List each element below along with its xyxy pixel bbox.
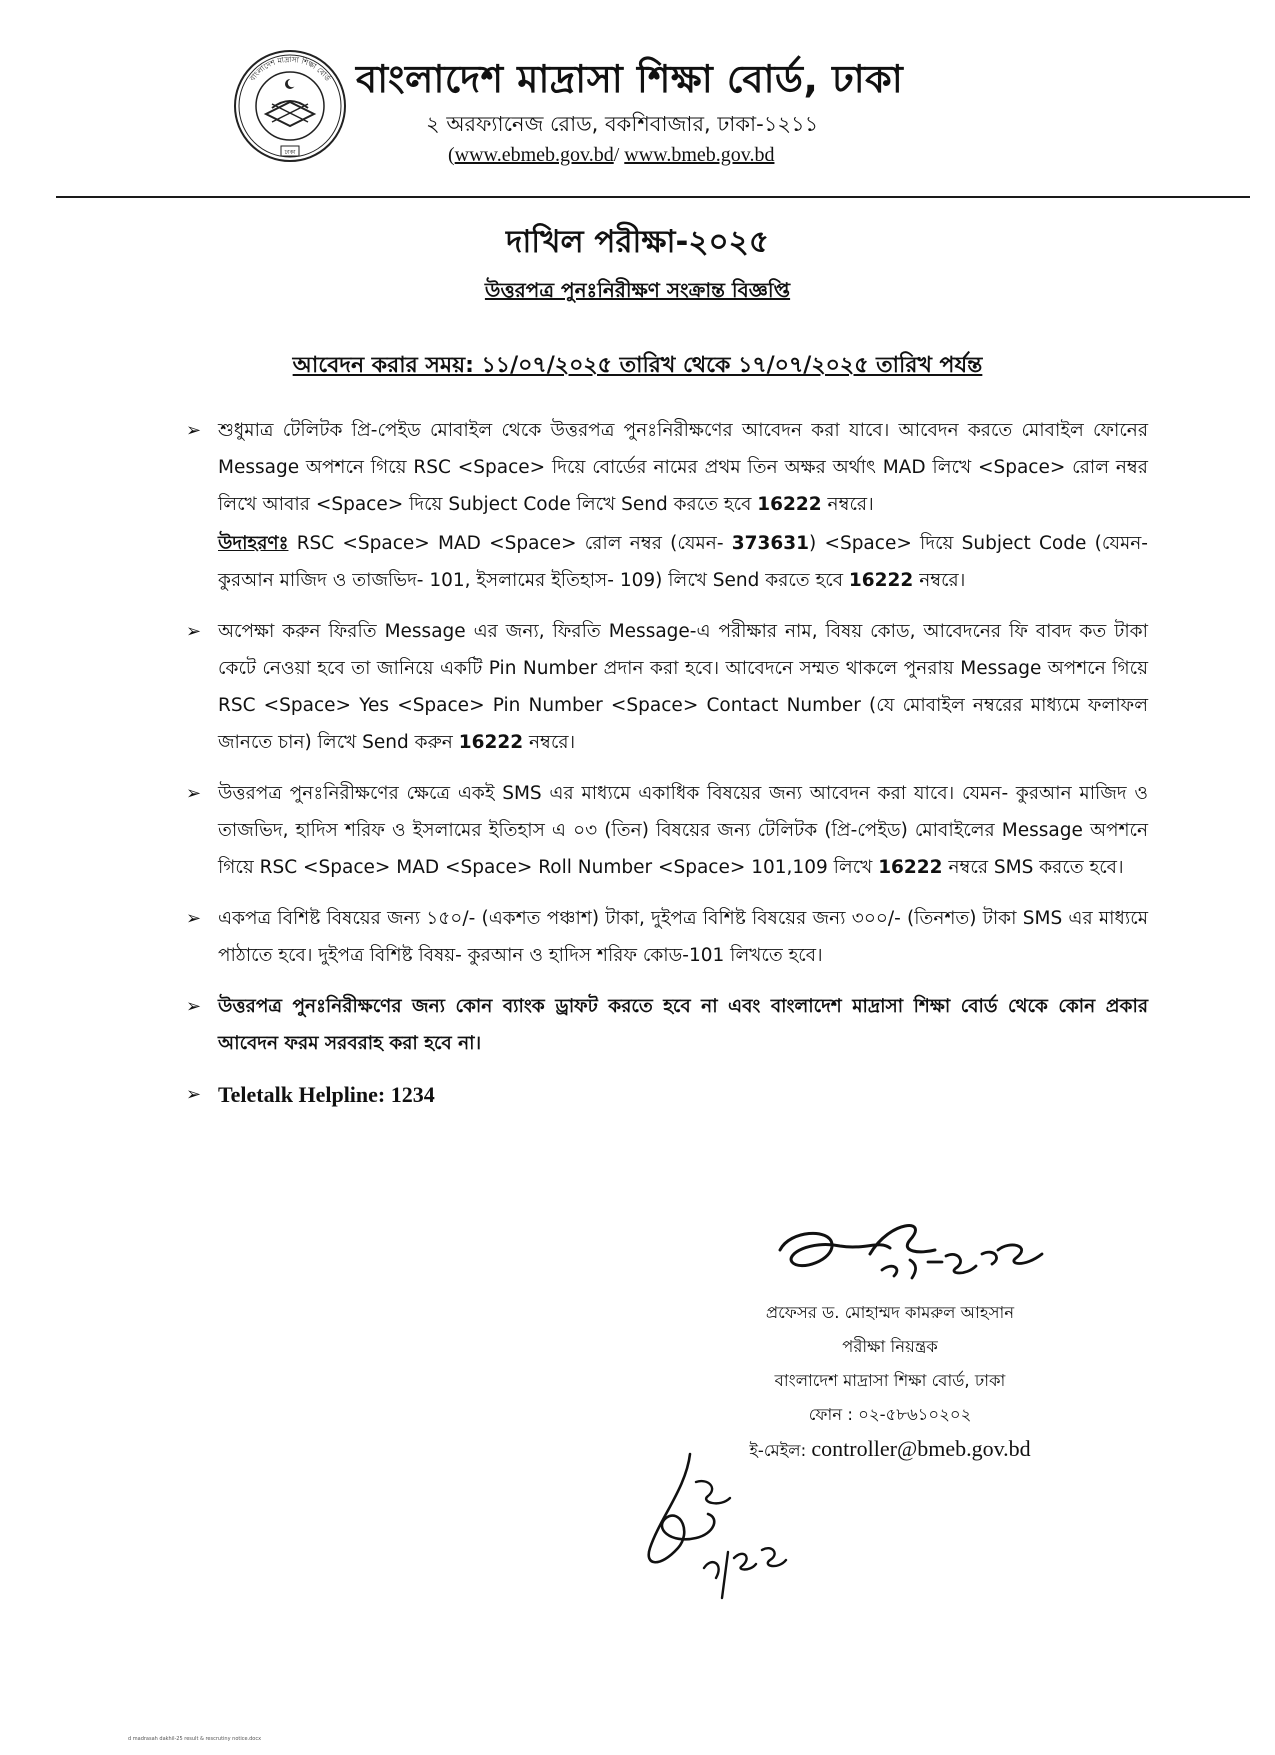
instruction-3-text: উত্তরপত্র পুনঃনিরীক্ষণের ক্ষেত্রে একই SMS এর মাধ্যমে একাধিক বিষয়ের জন্য আবেদন করা যাবে। যেমন- কুরআন মাজিদ ও তাজভিদ, হাদিস শরিফ ও ইসলামের ইতিহাস এ ০৩ (তিন) বিষয়ের জন্য টেলিটক (প্রি-পেইড) মোবাইলের Message অপশনে গিয়ে RSC <Space> MAD <Space> Roll Number <Space> 101,109 লিখে xyxy=(218,783,1148,878)
controller-signature xyxy=(770,1210,1060,1305)
notice-instructions xyxy=(186,412,1148,1113)
short-code: 16222 xyxy=(458,732,524,753)
application-period-text: আবেদন করার সময়: ১১/০৭/২০২৫ তারিখ থেকে ১৭/০৭/২০২৫ তারিখ পর্যন্ত xyxy=(292,353,983,378)
instruction-2-end: নম্বরে। xyxy=(529,732,576,753)
example-text-1: RSC <Space> MAD <Space> রোল নম্বর (যেমন- xyxy=(296,533,724,554)
application-period xyxy=(0,348,1275,385)
instruction-4-text: একপত্র বিশিষ্ট বিষয়ের জন্য ১৫০/- (একশত পঞ্চাশ) টাকা, দুইপত্র বিশিষ্ট বিষয়ের জন্য ৩০০/- (তিনশত) টাকা SMS এর মাধ্যমে পাঠাতে হবে। দুইপত্র বিশিষ্ট বিষয়- কুরআন ও হাদিস শরিফ কোড-101 লিখতে হবে। xyxy=(218,908,1148,966)
document-filename: d madrasah dakhil-25 result & rescrutiny notice.docx xyxy=(128,1736,262,1742)
instruction-1-paragraph xyxy=(218,412,1148,523)
arrow-bullet-icon: ➢ xyxy=(186,908,202,929)
helpline-text: Teletalk Helpline: 1234 xyxy=(218,1082,435,1107)
example-text-2: ) <Space> দিয়ে Subject Code (যেমন- কুরআন মাজিদ ও তাজভিদ- 101, ইসলামের ইতিহাস- 109) লিখে Send করতে হবে xyxy=(218,533,1148,591)
website-link-2[interactable]: www.bmeb.gov.bd xyxy=(624,144,775,166)
instruction-item-1 xyxy=(186,412,1148,599)
board-address: ২ অরফ্যানেজ রোড, বকশিবাজার, ঢাকা-১২১১ xyxy=(426,112,819,136)
email-address[interactable]: controller@bmeb.gov.bd xyxy=(811,1436,1031,1461)
signatory-designation: পরীক্ষা নিয়ন্ত্রক xyxy=(842,1337,938,1356)
arrow-bullet-icon: ➢ xyxy=(186,996,202,1017)
exam-title: দাখিল পরীক্ষা-২০২৫ xyxy=(506,224,769,260)
signatory-phone: ফোন : ০২-৫৮৬১০২০২ xyxy=(808,1405,972,1424)
initial-signature xyxy=(600,1448,800,1608)
short-code: 16222 xyxy=(878,857,943,878)
signatory-name: প্রফেসর ড. মোহাম্মদ কামরুল আহসান xyxy=(765,1303,1015,1322)
board-websites: (www.ebmeb.gov.bd/ www.bmeb.gov.bd xyxy=(448,144,775,166)
arrow-bullet-icon: ➢ xyxy=(186,621,202,642)
instruction-item-3 xyxy=(186,775,1148,886)
header-divider xyxy=(56,196,1250,198)
arrow-bullet-icon: ➢ xyxy=(186,420,202,441)
example-label: উদাহরণঃ xyxy=(218,533,289,554)
arrow-bullet-icon: ➢ xyxy=(186,783,202,804)
seal-ring-text: বাংলাদেশ মাদ্রাসা শিক্ষা বোর্ড xyxy=(247,54,333,83)
website-separator: / xyxy=(613,144,620,166)
seal-bottom-text: ঢাকা xyxy=(284,149,296,156)
example-roll: 373631 xyxy=(731,533,809,554)
instruction-1-text: শুধুমাত্র টেলিটক প্রি-পেইড মোবাইল থেকে উত্তরপত্র পুনঃনিরীক্ষণের আবেদন করা যাবে। আবেদন করতে মোবাইল ফোনের Message অপশনে গিয়ে RSC <Space> দিয়ে বোর্ডের নামের প্রথম তিন অক্ষর অর্থাৎ MAD লিখে <Space> রোল নম্বর লিখে আবার <Space> দিয়ে Subject Code লিখে Send করতে হবে xyxy=(218,420,1148,515)
board-name: বাংলাদেশ মাদ্রাসা শিক্ষা বোর্ড, ঢাকা xyxy=(356,57,904,101)
example-end: নম্বরে। xyxy=(919,570,966,591)
email-label: ই-মেইল: xyxy=(749,1441,807,1460)
instruction-2-paragraph xyxy=(218,613,1148,761)
instruction-1-end: নম্বরে। xyxy=(827,494,874,515)
signature-block xyxy=(690,1296,1090,1468)
instruction-3-end: নম্বরে SMS করতে হবে। xyxy=(948,857,1124,878)
instruction-1-example xyxy=(218,525,1148,599)
arrow-bullet-icon: ➢ xyxy=(186,1084,202,1105)
short-code: 16222 xyxy=(848,570,914,591)
instruction-item-2 xyxy=(186,613,1148,761)
notice-subtitle xyxy=(0,276,1275,309)
instruction-item-4 xyxy=(186,900,1148,974)
instruction-2-text: অপেক্ষা করুন ফিরতি Message এর জন্য, ফিরতি Message-এ পরীক্ষার নাম, বিষয় কোড, আবেদনের ফি বাবদ কত টাকা কেটে নেওয়া হবে তা জানিয়ে একটি Pin Number প্রদান করা হবে। আবেদনে সম্মত থাকলে পুনরায় Message অপশনে গিয়ে RSC <Space> Yes <Space> Pin Number <Space> Contact Number (যে মোবাইল নম্বরের মাধ্যমে ফলাফল জানতে চান) লিখে Send করুন xyxy=(218,621,1148,753)
notice-subtitle-text: উত্তরপত্র পুনঃনিরীক্ষণ সংক্রান্ত বিজ্ঞপ্তি xyxy=(484,278,791,302)
instruction-3-paragraph xyxy=(218,775,1148,886)
board-seal-logo xyxy=(232,48,348,164)
letterhead xyxy=(0,0,1275,200)
instruction-5-text: উত্তরপত্র পুনঃনিরীক্ষণের জন্য কোন ব্যাংক ড্রাফট করতে হবে না এবং বাংলাদেশ মাদ্রাসা শিক্ষা বোর্ড থেকে কোন প্রকার আবেদন ফরম সরবরাহ করা হবে না। xyxy=(218,996,1148,1054)
instruction-item-5 xyxy=(186,988,1148,1062)
signatory-organization: বাংলাদেশ মাদ্রাসা শিক্ষা বোর্ড, ঢাকা xyxy=(774,1371,1006,1390)
instruction-item-6 xyxy=(186,1076,1148,1113)
website-link-1[interactable]: www.ebmeb.gov.bd xyxy=(454,144,614,166)
short-code: 16222 xyxy=(757,494,822,515)
